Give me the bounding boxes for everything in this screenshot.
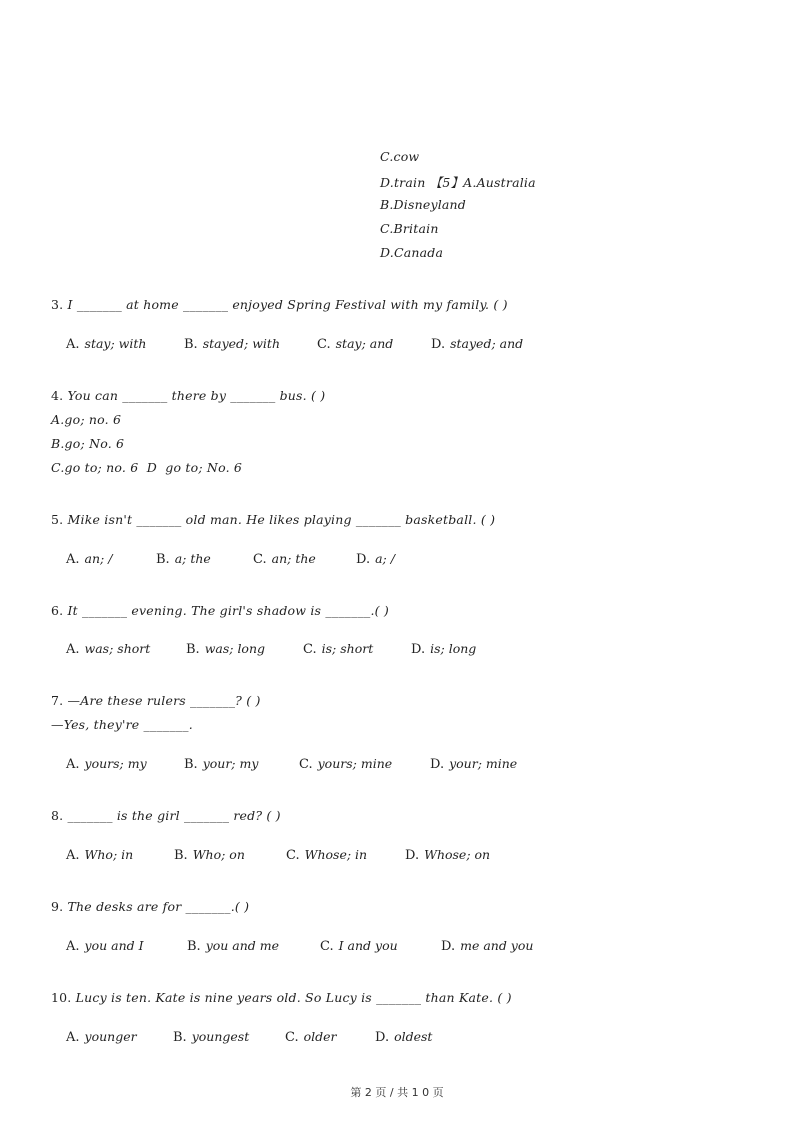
top-option-d2: D.Canada — [380, 245, 444, 260]
q9-option-c: C. I and you — [320, 938, 398, 954]
question-7: 7. —Are these rulers _______? ( ) — [51, 693, 261, 708]
q6-option-a: A. was; short — [66, 641, 151, 657]
top-option-d: D.train 【5】A.Australia — [380, 175, 536, 190]
q5-option-b: B. a; the — [156, 551, 211, 567]
q6-option-d: D. is; long — [411, 641, 477, 657]
q4-option-a: A.go; no. 6 — [51, 412, 122, 427]
question-10: 10. Lucy is ten. Kate is nine years old. So Lucy is _______ than Kate. ( ) — [51, 990, 512, 1005]
q6-option-c: C. is; short — [303, 641, 374, 657]
q4-option-b: B.go; No. 6 — [51, 436, 125, 451]
q7-option-a: A. yours; my — [66, 756, 147, 772]
q4-option-cd: C.go to; no. 6 D go to; No. 6 — [51, 460, 243, 475]
question-7-line2: —Yes, they're _______. — [51, 717, 193, 732]
q9-option-d: D. me and you — [441, 938, 534, 954]
q8-option-d: D. Whose; on — [405, 847, 491, 863]
question-9: 9. The desks are for _______.( ) — [51, 899, 250, 914]
question-8: 8. _______ is the girl _______ red? ( ) — [51, 808, 281, 823]
q3-option-b: B. stayed; with — [184, 336, 280, 352]
q3-option-a: A. stay; with — [66, 336, 147, 352]
q5-option-d: D. a; / — [356, 551, 395, 567]
q10-option-a: A. younger — [66, 1029, 137, 1045]
q10-option-b: B. youngest — [173, 1029, 250, 1045]
question-4: 4. You can _______ there by _______ bus. ( ) — [51, 388, 326, 403]
top-option-c2: C.Britain — [380, 221, 439, 236]
q6-option-b: B. was; long — [186, 641, 266, 657]
q7-option-b: B. your; my — [184, 756, 259, 772]
q3-option-c: C. stay; and — [317, 336, 394, 352]
page-footer: 第 2 页 / 共 1 0 页 — [350, 1086, 444, 1099]
q9-option-a: A. you and I — [66, 938, 144, 954]
q10-option-d: D. oldest — [375, 1029, 433, 1045]
q8-option-b: B. Who; on — [174, 847, 245, 863]
q8-option-a: A. Who; in — [66, 847, 134, 863]
q5-option-a: A. an; / — [66, 551, 113, 567]
q9-option-b: B. you and me — [187, 938, 280, 954]
top-option-c: C.cow — [380, 149, 420, 164]
q3-option-d: D. stayed; and — [431, 336, 524, 352]
q7-option-c: C. yours; mine — [299, 756, 393, 772]
q7-option-d: D. your; mine — [430, 756, 518, 772]
top-option-b: B.Disneyland — [380, 197, 467, 212]
q8-option-c: C. Whose; in — [286, 847, 368, 863]
question-3: 3. I _______ at home _______ enjoyed Spring Festival with my family. ( ) — [51, 297, 508, 312]
question-5: 5. Mike isn't _______ old man. He likes playing _______ basketball. ( ) — [51, 512, 496, 527]
q10-option-c: C. older — [285, 1029, 337, 1045]
q5-option-c: C. an; the — [253, 551, 316, 567]
question-6: 6. It _______ evening. The girl's shadow is _______.( ) — [51, 603, 389, 618]
